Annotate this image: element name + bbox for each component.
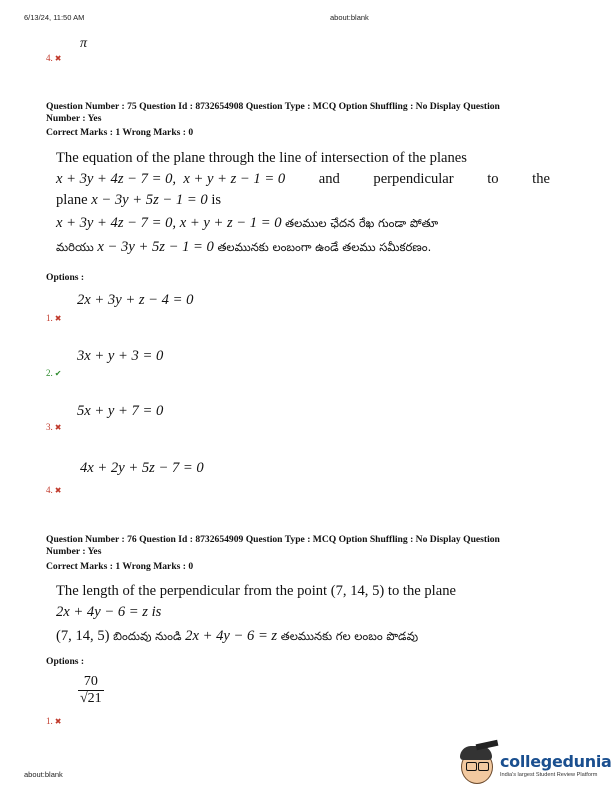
- q75-option-4-number: 4. ✖: [46, 485, 62, 495]
- q75-option-4-value: 4x + 2y + 5z − 7 = 0: [80, 460, 204, 476]
- logo-tagline: India's largest Student Review Platform: [500, 772, 598, 778]
- q75-option-2-number: 2. ✔: [46, 368, 62, 378]
- q75-option-1-value: 2x + 3y + z − 4 = 0: [77, 292, 194, 308]
- prev-option-4-value: π: [80, 36, 88, 51]
- q75-option-3-number: 3. ✖: [46, 422, 62, 432]
- q76-options-label: Options :: [46, 656, 85, 667]
- q76-marks: Correct Marks : 1 Wrong Marks : 0: [46, 561, 194, 572]
- wrong-mark-icon: ✖: [54, 54, 62, 63]
- q75-options-label: Options :: [46, 272, 85, 283]
- prev-option-4-number: 4. ✖: [46, 53, 62, 63]
- fraction-denominator: √21: [80, 691, 102, 706]
- q75-meta: Question Number : 75 Question Id : 8732654908 Question Type : MCQ Option Shuffling : No Display Question Number : Yes: [46, 101, 500, 124]
- logo-name: collegedunia: [500, 752, 612, 771]
- fraction-numerator: 70: [83, 674, 98, 689]
- q76-question-text: The length of the perpendicular from the point (7, 14, 5) to the plane 2x + 4y − 6 = z is (7, 14, 5) బిందువు నుండి 2x + 4y − 6 = z తలమునకు గల లంబం పొడవు: [56, 583, 456, 644]
- wrong-mark-icon: ✖: [54, 423, 62, 432]
- q75-marks: Correct Marks : 1 Wrong Marks : 0: [46, 127, 194, 138]
- q75-option-1-number: 1. ✖: [46, 313, 62, 323]
- footer-url: about:blank: [24, 770, 63, 779]
- wrong-mark-icon: ✖: [54, 314, 62, 323]
- q76-option-1-value: [78, 674, 104, 707]
- correct-check-icon: ✔: [54, 369, 62, 378]
- print-datetime: 6/13/24, 11:50 AM: [24, 13, 85, 22]
- wrong-mark-icon: ✖: [54, 717, 62, 726]
- q76-option-1-number: 1. ✖: [46, 716, 62, 726]
- q75-option-2-value: 3x + y + 3 = 0: [77, 348, 164, 364]
- collegedunia-logo: [458, 742, 612, 786]
- q75-option-3-value: 5x + y + 7 = 0: [77, 403, 164, 419]
- q75-question-text: The equation of the plane through the line of intersection of the planes x + 3y + 4z − 7 = 0, x + y + z − 1 = 0 and perpendicular to the plane x − 3y + 5z − 1 = 0 is x + 3y + 4z − 7 = 0, x + y + z − 1 = 0 తలముల ఛేదన రేఖ గుండా పోతూ మరియు x − 3y + 5z − 1 = 0 తలమునకు లంబంగా ఉండే తలము సమీకరణం.: [56, 150, 550, 255]
- q76-meta: Question Number : 76 Question Id : 8732654909 Question Type : MCQ Option Shuffling : No Display Question Number : Yes: [46, 534, 500, 557]
- wrong-mark-icon: ✖: [54, 486, 62, 495]
- print-url: about:blank: [330, 13, 369, 22]
